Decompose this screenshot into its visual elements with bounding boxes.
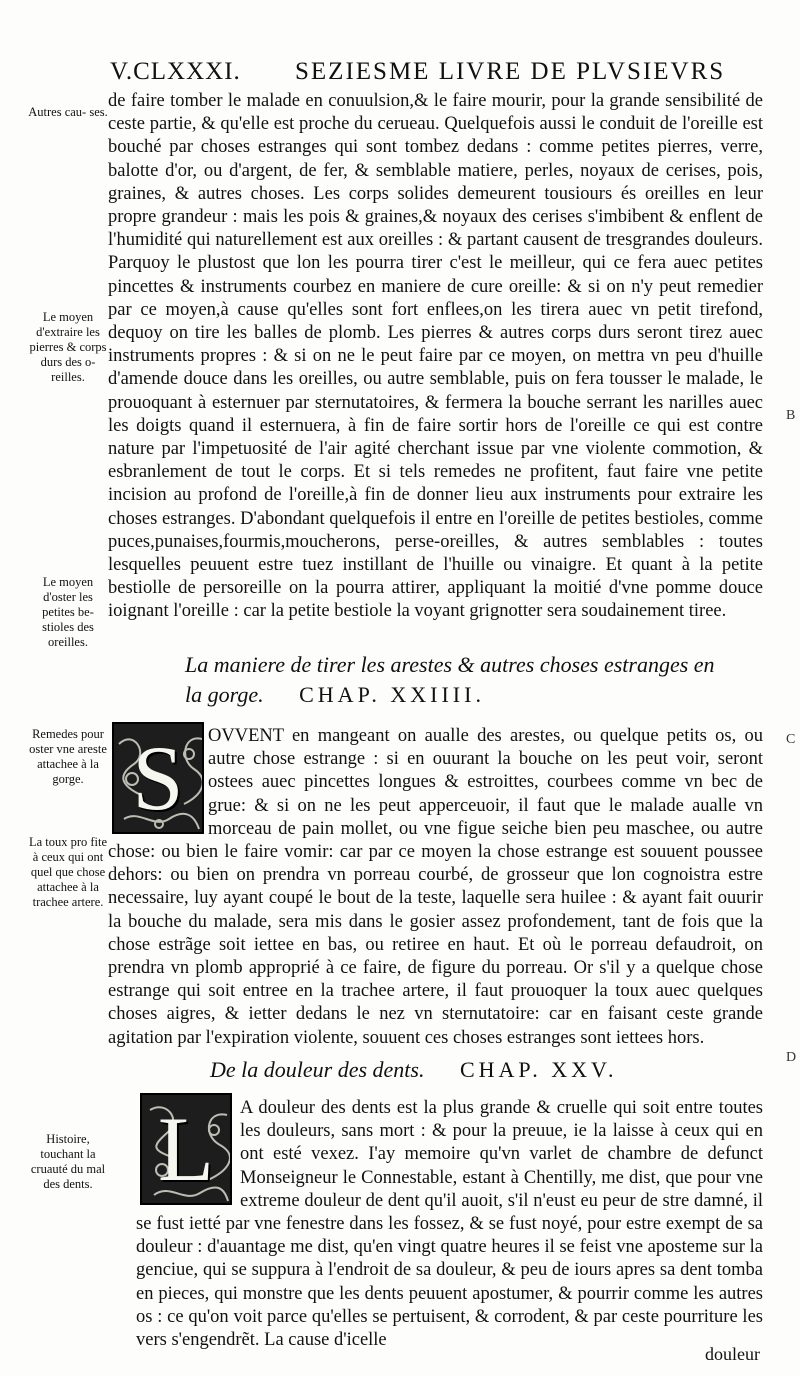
margin-note-autres-causes: Autres cau- ses.	[28, 105, 108, 119]
dropcap-spacer	[108, 725, 208, 835]
edge-letter-mark: B	[786, 408, 796, 423]
folio-number: V.CLXXXI.	[110, 58, 241, 85]
catchword: douleur	[705, 1344, 760, 1364]
paragraph-oreilles: de faire tomber le malade en conuulsion,& le faire mourir, pour la grande sensibilité de ceste partie, & qu'elle est proche du cerueau. Quelquefois aussi le conduit de l'oreille est bouché par choses estranges qui sont tombez dedans : comme petites pierres, verre, balotte d'or, ou d'argent, de fer, & semblable matiere, perles, noyaux de cerises, pois, graines, & autres choses. Les corps solides demeurent tousiours és oreilles en leur propre grandeur : mais les pois & graines,& noyaux des cerises s'imbibent & enflent de l'humidité qui naturellement est aux oreilles : & partant causent de tresgrandes douleurs. Parquoy le plustost que lon les pourra tirer c'est le meilleur, qui ce fera auec petites pincettes & instruments courbez en maniere de cure oreille: & si on n'y peut remedier par ce moyen,à cause qu'elles sont fort enflees,on les tirera auec vn petit tirefond, dequoy on tire les balles de plomb. Les pierres & autres corps durs seront tirez auec instruments propres : & si on ne le peut faire par ce moyen, on mettra vn peu d'huille d'amende douce dans les oreilles, ou autre semblable, puis on fera tousser le malade, le prouoquant à esternuer par sternutatoires, & fermera la bouche serrant les narilles auec les doigts quand il esternuera, à fin de faire sortir hors de l'oreille ce qui est contre nature par l'impetuosité de l'air agité cherchant issue par vne violente commotion, & esbranlement de tout le corps. Et si tels remedes ne profitent, faut faire vne petite incision au profond de l'oreille,à fin de donner lieu aux instruments pour extraire les choses estranges. D'abondant quelquefois il entre en l'oreille de petites bestioles, comme puces,punaises,fourmis,moucherons, perse-oreilles, & autres semblables : toutes lesquelles peuuent estre tuez instillant de l'huille ou vinaigre. Et quant à la petite bestiolle de persoreille on la pourra attirer, appliquant la moitié d'vne pomme douce ioignant l'oreille : car la petite bestiole la voyant grignotter sera soudainement tiree.	[108, 91, 763, 622]
margin-note-remedes-areste: Remedes pour oster vne areste attachee à la gorge.	[29, 727, 107, 786]
initial-letter: S	[132, 727, 184, 829]
chapter-heading-xxiiii	[185, 650, 725, 710]
chapter-label: CHAP. XXV.	[459, 1057, 618, 1082]
running-title: SEZIESME LIVRE DE PLVSIEVRS	[295, 58, 726, 85]
paragraph-dents	[136, 1097, 763, 1352]
chapter-title-text: De la douleur des dents.	[210, 1057, 425, 1082]
margin-note-histoire-dents: Histoire, touchant la cruauté du mal des dents.	[30, 1132, 106, 1191]
chapter-label: CHAP. XXIIII.	[299, 682, 485, 707]
edge-letter-mark: C	[786, 732, 796, 747]
paragraph-arestes	[108, 725, 763, 1050]
margin-note-oster-bestioles: Le moyen d'oster les petites be- stioles des oreilles.	[42, 575, 94, 649]
margin-note-toux: La toux pro fite à ceux qui ont quel que chose attachee à la trachee artere.	[28, 835, 108, 909]
margin-note-extraire-pierres: Le moyen d'extraire les pierres & corps durs des o- reilles.	[29, 310, 107, 384]
chapter-title-text: La maniere de tirer les arestes & autres choses estranges en la gorge.	[185, 652, 715, 707]
initial-letter: L	[157, 1098, 215, 1200]
page-header	[110, 50, 760, 90]
paragraph-dents-text: A douleur des dents est la plus grande & cruelle qui soit entre toutes les douleurs, sans mort : & pour la preuue, ie la laisse à ceux qui en ont esté vexez. I'ay memoire qu'vn varlet de chambre de defunct Monseigneur le Connestable, estant à Chentilly, me dist, que pour vne extreme douleur de dent qu'il auoit, s'il n'eust eu peur de stre damné, il se fust ietté par vne fenestre dans les fossez, & se fust noyé, pour estre exempt de sa douleur : d'auantage me dist, qu'en vingt quatre heures il se feist vne aposteme sur la genciue, qui se suppura à l'endroit de sa douleur, & peu de iours apres sa dent tomba en pieces, qui monstre que les dents peuuent apostumer, & pourrir comme les autres os : ce qu'on voit parce qu'elles se pertuisent, & corrodent, & par ceste pourriture les vers s'engendrẽt. La cause d'icelle	[136, 1098, 763, 1351]
paragraph-arestes-text: OVVENT en mangeant on aualle des arestes, ou quelque petits os, ou autre chose estrange : si en ouurant la bouche on les peut voir, seront ostees auec pincettes longues & estroittes, courbees comme vn bec de grue: & si on ne les peut apperceuoir, il faut que le malade aualle vn morceau de pain mollet, ou vne figue seiche bien peu maschee, ou autre chose: ou bien le faire vomir: car par ce moyen la chose estrange est souuent poussee dehors: ou bien on prendra vn porreau courbé, de grosseur que lon cognoistra estre necessaire, luy ayant coupé le bout de la teste, laquelle sera huilee : & ayant fait ouurir la bouche du malade, sera mis dans le gosier assez profondement, tant de fois que la chose estrãge soit iettee en bas, ou retiree en haut. Et où le porreau defaudroit, on prendra vn plomb approprié à ce faire, de figure du porreau. Or s'il y a quelque chose estrange qui soit entree en la trachee artere, il faut prouoquer la toux auec quelques choses aigres, & ietter dedans le nez vn sternutatoire: car en faisant ceste grande agitation par l'expiration violente, souuent ces choses estranges sont iettees hors.	[108, 726, 763, 1048]
dropcap-spacer	[136, 1097, 240, 1209]
edge-letter-mark: D	[786, 1050, 797, 1065]
chapter-heading-xxv	[210, 1055, 750, 1085]
